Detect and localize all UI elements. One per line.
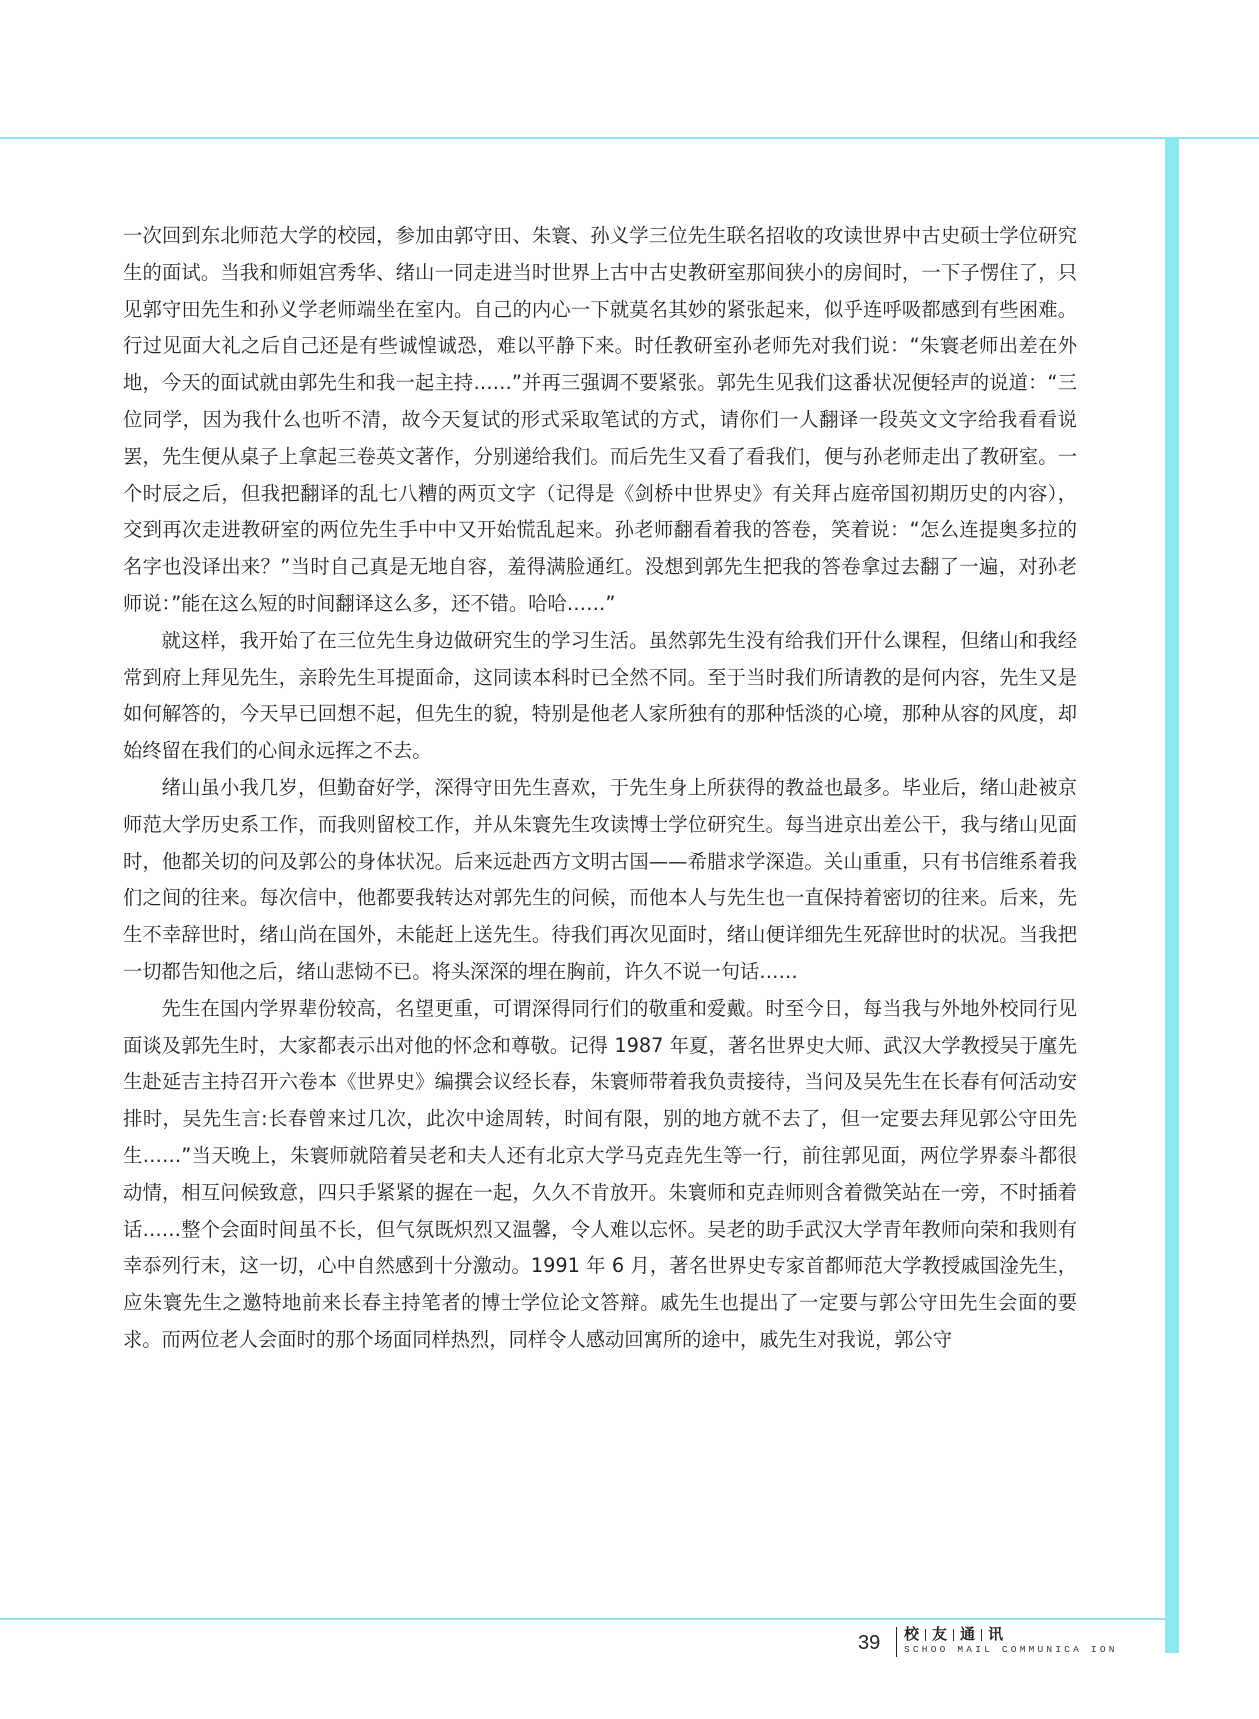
magazine-char: 通	[960, 1625, 976, 1643]
page-number: 39	[858, 1632, 881, 1654]
paragraph-2: 就这样，我开始了在三位先生身边做研究生的学习生活。虽然郭先生没有给我们开什么课程，但绪山和我经常到府上拜见先生，亲聆先生耳提面命，这同读本科时已全然不同。至于当时我们所请教的是何内容，先生又是如何解答的，今天早已回想不起，但先生的貌，特别是他老人家所独有的那种恬淡的心境，那种从容的风度，却始终留在我们的心间永远挥之不去。	[123, 628, 1077, 763]
article-body	[123, 218, 1077, 1359]
footer-divider	[896, 1627, 897, 1657]
magazine-char: 讯	[988, 1625, 1004, 1643]
paragraph-1: 一次回到东北师范大学的校园，参加由郭守田、朱寰、孙义学三位先生联名招收的攻读世界中古史硕士学位研究生的面试。当我和师姐宫秀华、绪山一同走进当时世界上古中古史教研室那间狭小的房间时，一下子愣住了，只见郭守田先生和孙义学老师端坐在室内。自己的内心一下就莫名其妙的紧张起来，似乎连呼吸都感到有些困难。行过见面大礼之后自己还是有些诚惶诚恐，难以平静下来。时任教研室孙老师先对我们说：“朱寰老师出差在外地，今天的面试就由郭先生和我一起主持……”并再三强调不要紧张。郭先生见我们这番状况便轻声的说道：“三位同学，因为我什么也听不清，故今天复试的形式采取笔试的方式，请你们一人翻译一段英文文字给我看看说罢，先生便从桌子上拿起三卷英文著作，分别递给我们。而后先生又看了看我们，便与孙老师走出了教研室。一个时辰之后，但我把翻译的乱七八糟的两页文字（记得是《剑桥中世界史》有关拜占庭帝国初期历史的内容），交到再次走进教研室的两位先生手中中又开始慌乱起来。孙老师翻看着我的答卷，笑着说：“怎么连提奥多拉的名字也没译出来？”当时自己真是无地自容，羞得满脸通红。没想到郭先生把我的答卷拿过去翻了一遍，对孙老师说：”能在这么短的时间翻译这么多，还不错。哈哈……”	[123, 224, 1077, 615]
magazine-title-cn	[904, 1623, 1003, 1644]
magazine-title-en: SCHOO MAIL COMMUNICA ION	[904, 1644, 1118, 1655]
magazine-char: 友	[932, 1625, 948, 1643]
magazine-char: 校	[904, 1625, 920, 1643]
paragraph-3: 绪山虽小我几岁，但勤奋好学，深得守田先生喜欢，于先生身上所获得的教益也最多。毕业后，绪山赴被京师范大学历史系工作，而我则留校工作，并从朱寰先生攻读博士学位研究生。每当进京出差公干，我与绪山见面时，他都关切的问及郭公的身体状况。后来远赴西方文明古国——希腊求学深造。关山重重，只有书信维系着我们之间的往来。每次信中，他都要我转达对郭先生的问候，而他本人与先生也一直保持着密切的往来。后来，先生不幸辞世时，绪山尚在国外，未能赶上送先生。待我们再次见面时，绪山便详细先生死辞世时的状况。当我把一切都告知他之后，绪山悲恸不已。将头深深的埋在胸前，许久不说一句话……	[123, 775, 1077, 983]
header-rule	[0, 137, 1259, 139]
page-footer	[858, 1623, 1158, 1663]
side-accent-bar	[1165, 137, 1179, 1653]
footer-rule	[0, 1618, 1165, 1620]
paragraph-4: 先生在国内学界辈份较高，名望更重，可谓深得同行们的敬重和爱戴。时至今日，每当我与外地外校同行见面谈及郭先生时，大家都表示出对他的怀念和尊敬。记得 1987 年夏，著名世界史大师、武汉大学教授吴于廑先生赴延吉主持召开六卷本《世界史》编撰会议经长春，朱寰师带着我负责接待，当问及吴先生在长春有何活动安排时，吴先生言:长春曾来过几次，此次中途周转，时间有限，别的地方就不去了，但一定要去拜见郭公守田先生……”当天晚上，朱寰师就陪着吴老和夫人还有北京大学马克垚先生等一行，前往郭见面，两位学界泰斗都很动情，相互问候致意，四只手紧紧的握在一起，久久不肯放开。朱寰师和克垚师则含着微笑站在一旁，不时插着话……整个会面时间虽不长，但气氛既炽烈又温馨，令人难以忘怀。吴老的助手武汉大学青年教师向荣和我则有幸忝列行末，这一切，心中自然感到十分激动。1991 年 6 月，著名世界史专家首都师范大学教授戚国淦先生，应朱寰先生之邀特地前来长春主持笔者的博士学位论文答辩。戚先生也提出了一定要与郭公守田先生会面的要求。而两位老人会面时的那个场面同样热烈，同样令人感动回寓所的途中，戚先生对我说，郭公守	[123, 996, 1077, 1351]
